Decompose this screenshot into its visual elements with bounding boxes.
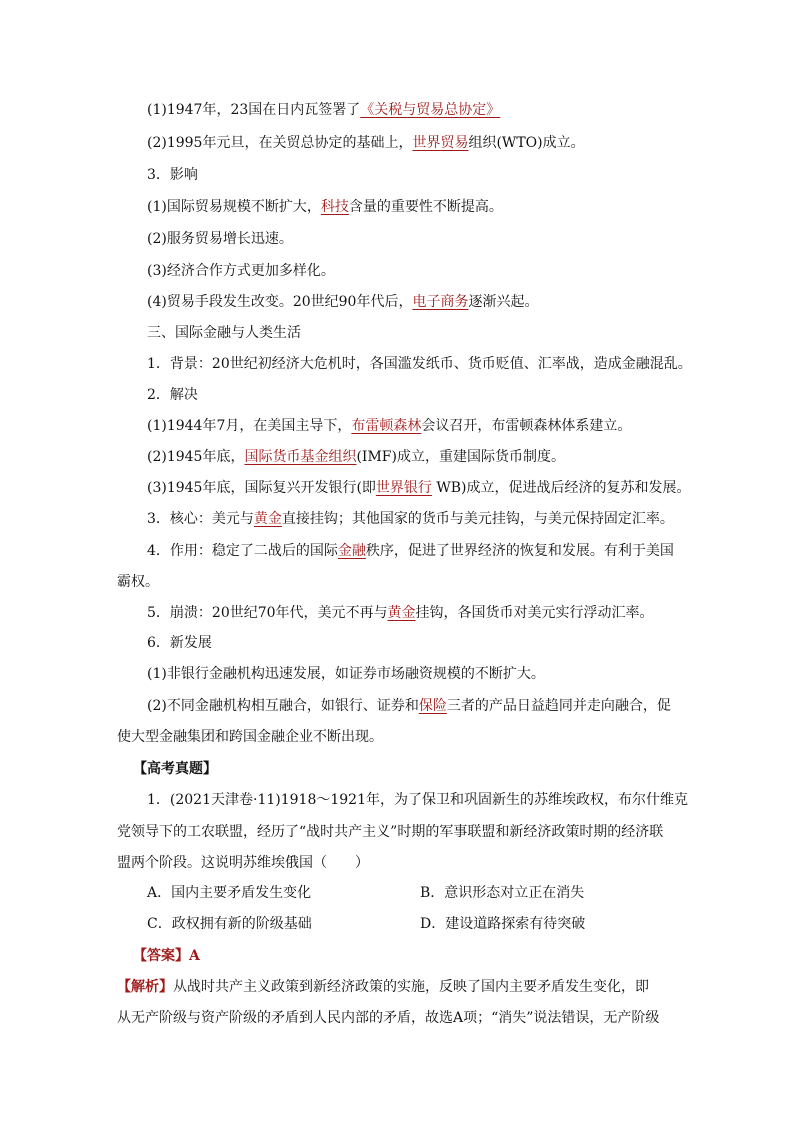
option-b: B．意识形态对立正在消失	[420, 885, 585, 901]
text-run: (2)不同金融机构相互融合，如银行、证券和	[147, 698, 419, 714]
question-text: 1．(2021天津卷·11)1918～1921年，为了保卫和巩固新生的苏维埃政权，布尔什维克	[147, 792, 688, 808]
section-heading: 三、国际金融与人类生活	[147, 325, 301, 341]
question-text: 盟两个阶段。这说明苏维埃俄国（ ）	[117, 855, 369, 871]
text-run: (1)1947年，23国在日内瓦签署了	[147, 102, 361, 118]
analysis-text: 从战时共产主义政策到新经济政策的实施，反映了国内主要矛盾发生变化，即	[173, 979, 649, 995]
text-line	[147, 696, 671, 716]
text-run: 三者的产品日益趋同并走向融合，促	[446, 698, 671, 714]
text-run: 会议召开，布雷顿森林体系建立。	[421, 418, 632, 434]
text-run: (1)1944年7月，在美国主导下，	[147, 418, 352, 434]
section-title: 【高考真题】	[133, 761, 217, 777]
text-line: (3)经济合作方式更加多样化。	[147, 263, 335, 279]
section-heading: 2．解决	[147, 387, 198, 403]
analysis-text: 从无产阶级与资产阶级的矛盾到人民内部的矛盾，故选A项；“消失”说法错误，无产阶级	[117, 1010, 660, 1026]
text-line	[147, 292, 538, 312]
option-d: D．建设道路探索有待突破	[420, 916, 586, 932]
highlighted-term: 国际货币基金组织	[244, 449, 357, 465]
highlighted-term: 科技	[320, 199, 349, 215]
text-run: (3)1945年底，国际复兴开发银行(即	[147, 480, 376, 496]
answer-line	[133, 946, 200, 966]
text-run: 5．崩溃：20世纪70年代，美元不再与	[147, 605, 388, 621]
section-heading: 3．影响	[147, 167, 198, 183]
highlighted-term: 世界贸易	[412, 135, 469, 151]
text-run: (4)贸易手段发生改变。20世纪90年代后，	[147, 294, 413, 310]
highlighted-term: 世界银行	[375, 480, 432, 496]
text-line	[147, 509, 674, 529]
text-line: 使大型金融集团和跨国金融企业不断出现。	[117, 729, 383, 745]
option-a: A．国内主要矛盾发生变化	[147, 885, 312, 901]
answer-value: A	[189, 948, 200, 964]
text-run: 秩序，促进了世界经济的恢复和发展。有利于美国	[365, 543, 674, 559]
text-run: (2)1995年元旦，在关贸总协定的基础上，	[147, 135, 413, 151]
text-run: 挂钩，各国货币对美元实行浮动汇率。	[415, 605, 654, 621]
text-run: 4．作用：稳定了二战后的国际	[147, 543, 338, 559]
highlighted-term: 黄金	[387, 605, 416, 621]
text-line	[147, 416, 631, 436]
text-run: 3．核心：美元与	[147, 511, 254, 527]
text-run: (2)1945年底，	[147, 449, 245, 465]
text-line: (1)非银行金融机构迅速发展，如证券市场融资规模的不断扩大。	[147, 666, 545, 682]
highlighted-term: 布雷顿森林	[351, 418, 422, 434]
highlighted-term: 《关税与贸易总协定》	[360, 102, 501, 118]
text-run: (1)国际贸易规模不断扩大，	[147, 199, 321, 215]
highlighted-term: 保险	[418, 698, 447, 714]
text-line: 1．背景：20世纪初经济大危机时，各国滥发纸币、货币贬值、汇率战，造成金融混乱。	[147, 356, 692, 372]
answer-label: 【答案】	[133, 948, 189, 964]
text-run: 逐渐兴起。	[468, 294, 539, 310]
text-line: (2)服务贸易增长迅速。	[147, 231, 293, 247]
text-line	[147, 133, 585, 153]
text-run: WB)成立，促进战后经济的复苏和发展。	[431, 480, 691, 496]
highlighted-term: 电子商务	[412, 294, 469, 310]
text-line	[147, 447, 565, 467]
text-line	[147, 603, 654, 623]
analysis-label: 【解析】	[117, 979, 173, 995]
text-line: 霸权。	[117, 574, 159, 590]
highlighted-term: 金融	[337, 543, 366, 559]
text-line	[147, 478, 691, 498]
option-c: C．政权拥有新的阶级基础	[147, 916, 312, 932]
question-text: 党领导下的工农联盟，经历了“战时共产主义”时期的军事联盟和新经济政策时期的经济联	[117, 824, 664, 840]
text-run: 组织(WTO)成立。	[468, 135, 585, 151]
analysis-line	[117, 977, 649, 997]
text-run: 直接挂钩；其他国家的货币与美元挂钩，与美元保持固定汇率。	[281, 511, 674, 527]
text-run: 含量的重要性不断提高。	[348, 199, 503, 215]
text-line	[147, 100, 500, 120]
section-heading: 6．新发展	[147, 635, 212, 651]
highlighted-term: 黄金	[253, 511, 282, 527]
text-line	[147, 541, 674, 561]
text-run: (IMF)成立，重建国际货币制度。	[356, 449, 565, 465]
text-line	[147, 197, 503, 217]
